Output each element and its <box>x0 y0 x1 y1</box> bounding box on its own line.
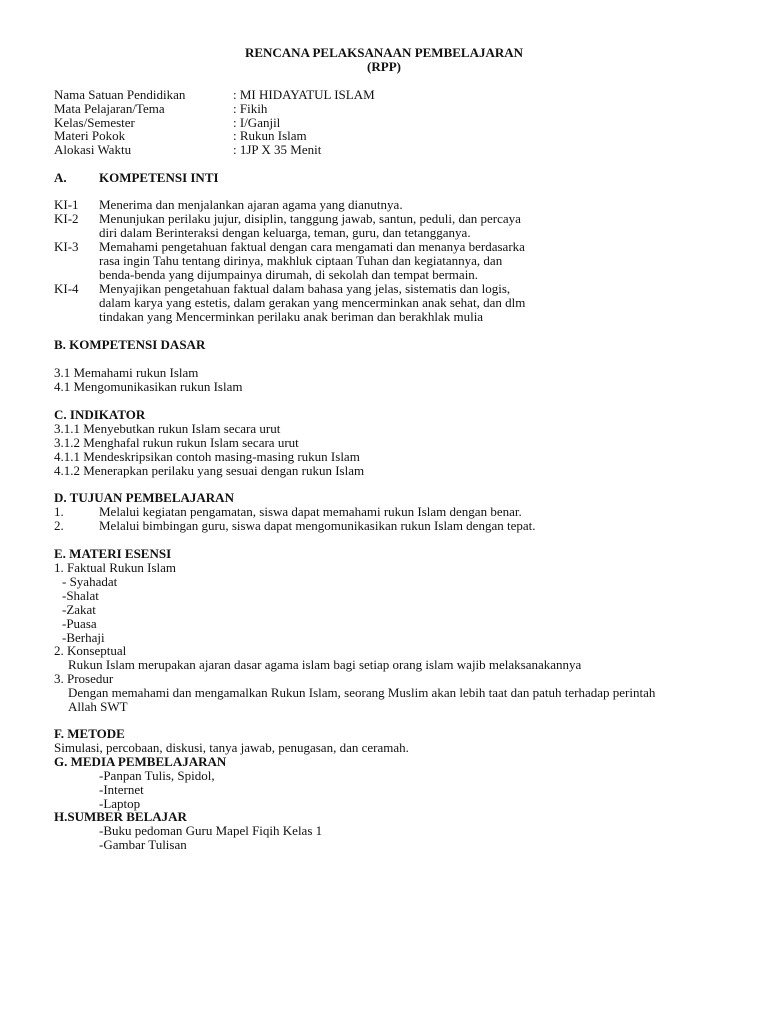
media-item: -Laptop <box>99 796 141 811</box>
indicator-item: 3.1.2 Menghafal rukun rukun Islam secara urut <box>54 435 299 450</box>
ki-line: Menerima dan menjalankan ajaran agama yang dianutnya. <box>99 197 403 212</box>
kd-item: 3.1 Memahami rukun Islam <box>54 365 199 380</box>
ki-line: benda-benda yang dijumpainya dirumah, di sekolah dan tempat bermain. <box>99 267 479 282</box>
kd-item: 4.1 Mengomunikasikan rukun Islam <box>54 379 243 394</box>
section-a-heading: KOMPETENSI INTI <box>99 170 219 185</box>
ki-line: diri dalam Berinteraksi dengan keluarga, teman, guru, dan tetangganya. <box>99 225 471 240</box>
ki-code: KI-2 <box>54 211 79 226</box>
media-item: -Internet <box>99 782 144 797</box>
identity-value: : Rukun Islam <box>233 128 307 143</box>
ki-line: rasa ingin Tahu tentang dirinya, makhluk ciptaan Tuhan dan kegiatannya, dan <box>99 253 503 268</box>
section-e-heading: E. MATERI ESENSI <box>54 546 172 561</box>
pillar-item: -Shalat <box>62 588 99 603</box>
materi-faktual: 1. Faktual Rukun Islam <box>54 560 177 575</box>
indicator-item: 4.1.2 Menerapkan perilaku yang sesuai dengan rukun Islam <box>54 463 365 478</box>
indicator-item: 4.1.1 Mendeskripsikan contoh masing-masing rukun Islam <box>54 449 360 464</box>
pillar-item: - Syahadat <box>62 574 118 589</box>
objective-number: 1. <box>54 504 64 519</box>
ki-line: dalam karya yang estetis, dalam gerakan yang mencerminkan anak sehat, dan dlm <box>99 295 526 310</box>
ki-code: KI-3 <box>54 239 79 254</box>
pillar-item: -Zakat <box>62 602 96 617</box>
objective-number: 2. <box>54 518 64 533</box>
section-a-letter: A. <box>54 170 67 185</box>
doc-subtitle: (RPP) <box>367 59 401 74</box>
ki-line: tindakan yang Mencerminkan perilaku anak beriman dan berakhlak mulia <box>99 309 484 324</box>
pillar-item: -Puasa <box>62 616 97 631</box>
identity-label: Materi Pokok <box>54 128 126 143</box>
identity-label: Nama Satuan Pendidikan <box>54 87 186 102</box>
konseptual-text: Rukun Islam merupakan ajaran dasar agama islam bagi setiap orang islam wajib melaksanakannya <box>68 657 582 672</box>
identity-label: Alokasi Waktu <box>54 142 132 157</box>
identity-label: Kelas/Semester <box>54 115 135 130</box>
media-item: -Panpan Tulis, Spidol, <box>99 768 215 783</box>
pillar-item: -Berhaji <box>62 630 105 645</box>
objective-text: Melalui kegiatan pengamatan, siswa dapat memahami rukun Islam dengan benar. <box>99 504 522 519</box>
prosedur-text: Dengan memahami dan mengamalkan Rukun Islam, seorang Muslim akan lebih taat dan patuh terhadap perintah <box>68 685 656 700</box>
indicator-item: 3.1.1 Menyebutkan rukun Islam secara urut <box>54 421 281 436</box>
section-h-heading: H.SUMBER BELAJAR <box>54 809 187 824</box>
identity-value: : Fikih <box>233 101 268 116</box>
section-c-heading: C. INDIKATOR <box>54 407 146 422</box>
identity-value: : MI HIDAYATUL ISLAM <box>233 87 375 102</box>
materi-prosedur: 3. Prosedur <box>54 671 114 686</box>
identity-label: Mata Pelajaran/Tema <box>54 101 165 116</box>
section-b-heading: B. KOMPETENSI DASAR <box>54 337 206 352</box>
doc-title: RENCANA PELAKSANAAN PEMBELAJARAN <box>244 45 524 60</box>
ki-line: Memahami pengetahuan faktual dengan cara mengamati dan menanya berdasarka <box>99 239 525 254</box>
objective-text: Melalui bimbingan guru, siswa dapat mengomunikasikan rukun Islam dengan tepat. <box>99 518 536 533</box>
ki-code: KI-4 <box>54 281 79 296</box>
source-item: -Buku pedoman Guru Mapel Fiqih Kelas 1 <box>99 823 323 838</box>
identity-value: : 1JP X 35 Menit <box>233 142 322 157</box>
section-d-heading: D. TUJUAN PEMBELAJARAN <box>54 490 234 505</box>
section-g-heading: G. MEDIA PEMBELAJARAN <box>54 754 227 769</box>
materi-konseptual: 2. Konseptual <box>54 643 127 658</box>
section-f-heading: F. METODE <box>54 726 125 741</box>
ki-line: Menyajikan pengetahuan faktual dalam bahasa yang jelas, sistematis dan logis, <box>99 281 511 296</box>
ki-line: Menunjukan perilaku jujur, disiplin, tanggung jawab, santun, peduli, dan percaya <box>99 211 521 226</box>
prosedur-text: Allah SWT <box>68 699 128 714</box>
identity-value: : I/Ganjil <box>233 115 281 130</box>
source-item: -Gambar Tulisan <box>99 837 187 852</box>
ki-code: KI-1 <box>54 197 79 212</box>
method-text: Simulasi, percobaan, diskusi, tanya jawab, penugasan, dan ceramah. <box>54 740 409 755</box>
